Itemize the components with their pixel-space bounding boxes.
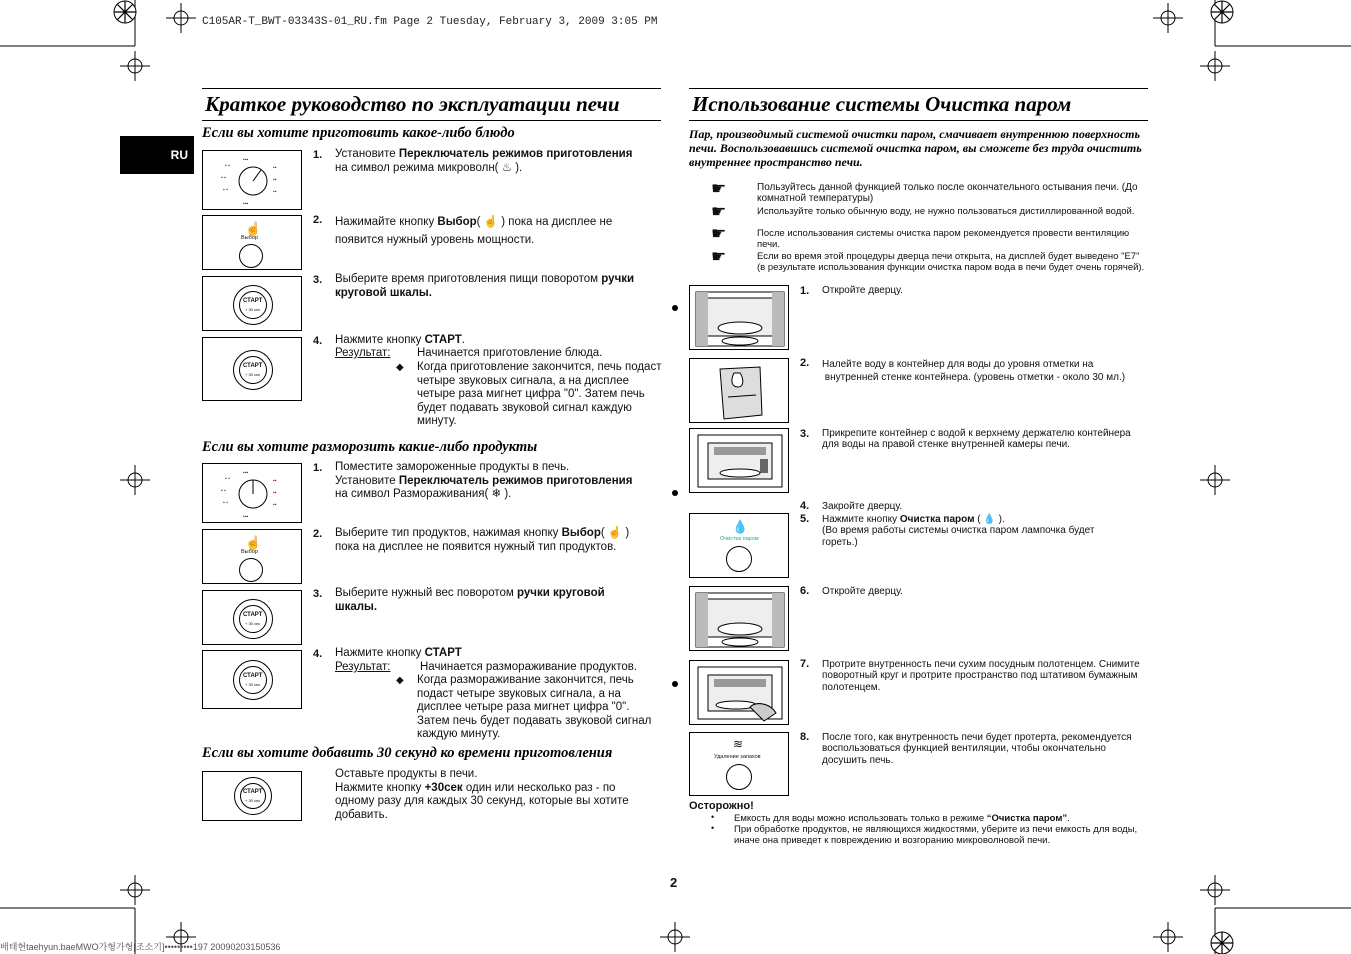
bullet-dot-icon: • bbox=[711, 823, 715, 833]
footer-text: 배태현taehyun.baeMWO가형가형[조소기]•••••••••197 20090203150536 bbox=[0, 942, 281, 952]
select-button-illustration bbox=[202, 215, 302, 270]
steam-step-7-num: 7. bbox=[800, 658, 810, 670]
defrost-select-illustration bbox=[202, 529, 302, 584]
bullet-dot-icon: • bbox=[711, 812, 715, 822]
note-2: Используйте только обычную воду, не нужно пользоваться дистиллированной водой. bbox=[757, 206, 1135, 217]
pointing-hand-icon: ☛ bbox=[711, 179, 727, 198]
mode-dial-illustration bbox=[202, 150, 302, 210]
steam-step-3: Прикрепите контейнер с водой к верхнему держателю контейнера для воды на правой стенке внутренней камеры печи. bbox=[822, 428, 1131, 451]
defrost-step-2-num: 2. bbox=[313, 528, 323, 540]
svg-text:▪▪: ▪▪ bbox=[273, 502, 277, 508]
start-button-inner bbox=[239, 356, 267, 384]
svg-text:▪ ▪: ▪ ▪ bbox=[223, 500, 228, 506]
attach-container-illustration bbox=[689, 428, 789, 493]
margin-dot bbox=[672, 490, 678, 496]
plus30-label: + 30 сек bbox=[245, 798, 260, 803]
steam-step-7: Протрите внутренность печи сухим посудным полотенцем. Снимите поворотный круг и протрите пространство под штативом бумажным полотенцем. bbox=[822, 659, 1140, 693]
steam-step-3-num: 3. bbox=[800, 428, 810, 440]
steam-step-5: Нажмите кнопку Очистка паром ( 💧 ). (Во время работы системы очистка паром лампочка будет гореть.) bbox=[822, 514, 1095, 548]
wipe-interior-illustration bbox=[689, 660, 789, 725]
svg-text:▪ ▪: ▪ ▪ bbox=[223, 187, 228, 193]
svg-text:▪▪: ▪▪ bbox=[273, 478, 277, 484]
defrost-heading: Если вы хотите разморозить какие-либо продукты bbox=[202, 439, 538, 455]
select-button-label: Выбор bbox=[241, 235, 258, 241]
dial-knob-illustration bbox=[202, 276, 302, 331]
svg-text:▪ ▪: ▪ ▪ bbox=[221, 175, 226, 181]
start-label: СТАРТ bbox=[243, 673, 263, 679]
cook-step-2: Нажимайте кнопку Выбор( ☝ ) пока на дисплее не появится нужный уровень мощности. bbox=[335, 216, 613, 246]
svg-text:▪▪▪: ▪▪▪ bbox=[243, 157, 249, 163]
defrost-result-bullet: Когда размораживание закончится, печь подаст четыре звуковых сигнала, а на дисплее четыре раза мигнет цифра "0". Затем печь будет подавать звуковой сигнал каждую минуту. bbox=[417, 674, 652, 741]
steam-button-illustration bbox=[689, 513, 789, 578]
defrost-step-3: Выберите нужный вес поворотом ручки круговой шкалы. bbox=[335, 587, 605, 613]
open-door-illustration bbox=[689, 285, 789, 350]
file-info-header: C105AR-T_BWT-03343S-01_RU.fm Page 2 Tuesday, February 3, 2009 3:05 PM bbox=[202, 16, 658, 28]
caution-2: При обработке продуктов, не являющихся жидкостями, уберите из печи емкость для воды, иначе она приведет к повреждению и возгоранию микроволновой печи. bbox=[734, 824, 1138, 846]
note-1: Пользуйтесь данной функцией только после окончательного остывания печи. (До комнатной температуры) bbox=[757, 182, 1138, 205]
cook-step-3: Выберите время приготовления пищи поворотом ручки круговой шкалы. bbox=[335, 273, 635, 299]
steam-step-6-num: 6. bbox=[800, 585, 810, 597]
svg-text:▪▪▪: ▪▪▪ bbox=[243, 201, 249, 207]
cook-result-text: Начинается приготовление блюда. bbox=[417, 347, 603, 359]
oven-interior-icon bbox=[690, 429, 789, 493]
start-label: СТАРТ bbox=[243, 612, 263, 618]
pointing-hand-icon: ☛ bbox=[711, 247, 727, 266]
steam-step-2-num: 2. bbox=[800, 357, 810, 369]
vent-icon: ≋ bbox=[733, 737, 744, 751]
svg-text:▪ ▪: ▪ ▪ bbox=[221, 488, 226, 494]
cook-step-4: Нажмите кнопку СТАРТ. bbox=[335, 334, 465, 346]
start-button-illustration bbox=[202, 337, 302, 401]
note-4: Если во время этой процедуры дверца печи открыта, на дисплей будет выведено "E7" (в результате использования функции очистка паром вода в печи будет очень горячей). bbox=[757, 251, 1145, 274]
diamond-bullet-icon: ◆ bbox=[396, 362, 404, 373]
cook-step-4-num: 4. bbox=[313, 335, 323, 347]
defrost-start-illustration bbox=[202, 650, 302, 709]
add30-text: Оставьте продукты в печи. Нажмите кнопку +30сек один или несколько раз - по одному разу для каждых 30 секунд, которые вы хотите добавить. bbox=[335, 768, 629, 821]
steam-step-4: Закройте дверцу. bbox=[822, 501, 903, 512]
cook-step-3-num: 3. bbox=[313, 274, 323, 286]
dial-knob-inner bbox=[239, 291, 267, 319]
plus30-label: + 30 сек bbox=[245, 307, 260, 312]
open-door-again-illustration bbox=[689, 586, 789, 651]
page-number: 2 bbox=[670, 875, 678, 890]
defrost-step-2: Выберите тип продуктов, нажимая кнопку Выбор( ☝ ) пока на дисплее не появится нужный тип продуктов. bbox=[335, 527, 630, 553]
pointing-hand-icon: ☛ bbox=[711, 224, 727, 243]
svg-text:▪▪▪: ▪▪▪ bbox=[243, 514, 249, 520]
start-label: СТАРТ bbox=[243, 789, 263, 795]
caution-title: Осторожно! bbox=[689, 800, 754, 812]
cook-step-1: Установите Переключатель режимов приготовления на символ режима микроволн( ♨ ). bbox=[335, 148, 633, 174]
defrost-result-label: Результат: bbox=[335, 661, 391, 673]
steam-intro: Пар, производимый системой очистки паром, смачивает внутреннюю поверхность печи. Воспользовавшись системой очистка паром, вы сможете без труда очистить внутреннее пространство печи. bbox=[689, 127, 1142, 169]
defrost-step-4: Нажмите кнопку СТАРТ bbox=[335, 647, 462, 659]
pointing-hand-icon: ☛ bbox=[711, 202, 727, 221]
steam-step-5-num: 5. bbox=[800, 513, 810, 525]
right-title-rule bbox=[689, 120, 1148, 121]
cook-heading: Если вы хотите приготовить какое-либо блюдо bbox=[202, 125, 515, 141]
oven-wipe-icon bbox=[690, 661, 789, 725]
water-container-illustration bbox=[689, 358, 789, 423]
defrost-step-3-num: 3. bbox=[313, 588, 323, 600]
left-title-rule bbox=[202, 120, 661, 121]
steam-step-1: Откройте дверцу. bbox=[822, 285, 903, 296]
note-3: После использования системы очистка паром рекомендуется провести вентиляцию печи. bbox=[757, 228, 1130, 251]
defrost-step-1: Поместите замороженные продукты в печь. Установите Переключатель режимов приготовления на символ Размораживания( ❄ ). bbox=[335, 461, 633, 501]
defrost-dial-illustration bbox=[202, 463, 302, 523]
cook-result-label: Результат: bbox=[335, 347, 391, 359]
hand-icon: ☝ bbox=[245, 221, 262, 236]
margin-dot bbox=[672, 305, 678, 311]
left-top-rule bbox=[202, 88, 661, 89]
defrost-step-1-num: 1. bbox=[313, 462, 323, 474]
svg-text:▪▪: ▪▪ bbox=[273, 165, 277, 171]
cook-result-bullet: Когда приготовление закончится, печь подаст четыре звуковых сигнала, а на дисплее четыре раза мигнет цифра "0". Затем печь будет подавать звуковой сигнал каждую минуту. bbox=[417, 361, 662, 428]
mode-dial-icon bbox=[203, 464, 302, 523]
plus30-label: + 30 сек bbox=[245, 621, 260, 626]
steam-step-2: Налейте воду в контейнер для воды до уровня отметки на внутренней стенке контейнера. (уровень отметки - около 30 мл.) bbox=[822, 359, 1126, 383]
water-container-icon bbox=[690, 359, 789, 423]
dial-knob-inner bbox=[239, 605, 267, 633]
plus30-label: + 30 сек bbox=[245, 682, 260, 687]
left-title: Краткое руководство по эксплуатации печи bbox=[205, 92, 620, 116]
language-tab: RU bbox=[120, 136, 194, 174]
deodorize-button-illustration bbox=[689, 732, 789, 796]
defrost-result-text: Начинается размораживание продуктов. bbox=[420, 661, 638, 673]
oven-open-icon bbox=[690, 286, 789, 350]
steam-button bbox=[726, 546, 752, 572]
defrost-step-4-num: 4. bbox=[313, 648, 323, 660]
select-button bbox=[239, 558, 263, 582]
mode-dial-icon bbox=[203, 151, 302, 210]
plus30-button-illustration bbox=[202, 771, 302, 821]
defrost-dial-knob-illustration bbox=[202, 590, 302, 645]
right-top-rule bbox=[689, 88, 1148, 89]
add30-heading: Если вы хотите добавить 30 секунд ко времени приготовления bbox=[202, 745, 613, 761]
steam-step-8: После того, как внутренность печи будет протерта, рекомендуется воспользоваться функцией вентиляции, чтобы окончательно досушить печь. bbox=[822, 732, 1132, 766]
svg-text:▪ ▪: ▪ ▪ bbox=[225, 163, 230, 169]
svg-text:▪▪: ▪▪ bbox=[273, 189, 277, 195]
start-button-inner bbox=[239, 666, 267, 694]
steam-step-1-num: 1. bbox=[800, 285, 810, 297]
start-label: СТАРТ bbox=[243, 298, 263, 304]
water-drop-icon: 💧 bbox=[732, 519, 749, 534]
steam-step-6: Откройте дверцу. bbox=[822, 586, 903, 597]
svg-text:▪▪▪: ▪▪▪ bbox=[243, 470, 249, 476]
svg-text:▪▪: ▪▪ bbox=[273, 490, 277, 496]
steam-step-4-num: 4. bbox=[800, 500, 810, 512]
caution-1: Емкость для воды можно использовать только в режиме “Очистка паром”. bbox=[734, 813, 1070, 824]
margin-dot bbox=[672, 681, 678, 687]
hand-icon: ☝ bbox=[245, 535, 262, 550]
oven-open-icon bbox=[690, 587, 789, 651]
steam-button-label: Очистка паром bbox=[720, 536, 759, 542]
vent-button-label: Удаление запахов bbox=[714, 754, 761, 760]
plus30-label: + 30 сек bbox=[245, 372, 260, 377]
select-button-label: Выбор bbox=[241, 549, 258, 555]
diamond-bullet-icon: ◆ bbox=[396, 675, 404, 686]
select-button bbox=[239, 244, 263, 268]
steam-step-8-num: 8. bbox=[800, 731, 810, 743]
cook-step-1-num: 1. bbox=[313, 149, 323, 161]
start-label: СТАРТ bbox=[243, 363, 263, 369]
plus30-button-inner bbox=[240, 783, 266, 809]
vent-button bbox=[726, 764, 752, 790]
right-title: Использование системы Очистка паром bbox=[692, 92, 1072, 116]
cook-step-2-num: 2. bbox=[313, 214, 323, 226]
svg-text:▪▪: ▪▪ bbox=[273, 177, 277, 183]
svg-text:▪ ▪: ▪ ▪ bbox=[225, 476, 230, 482]
